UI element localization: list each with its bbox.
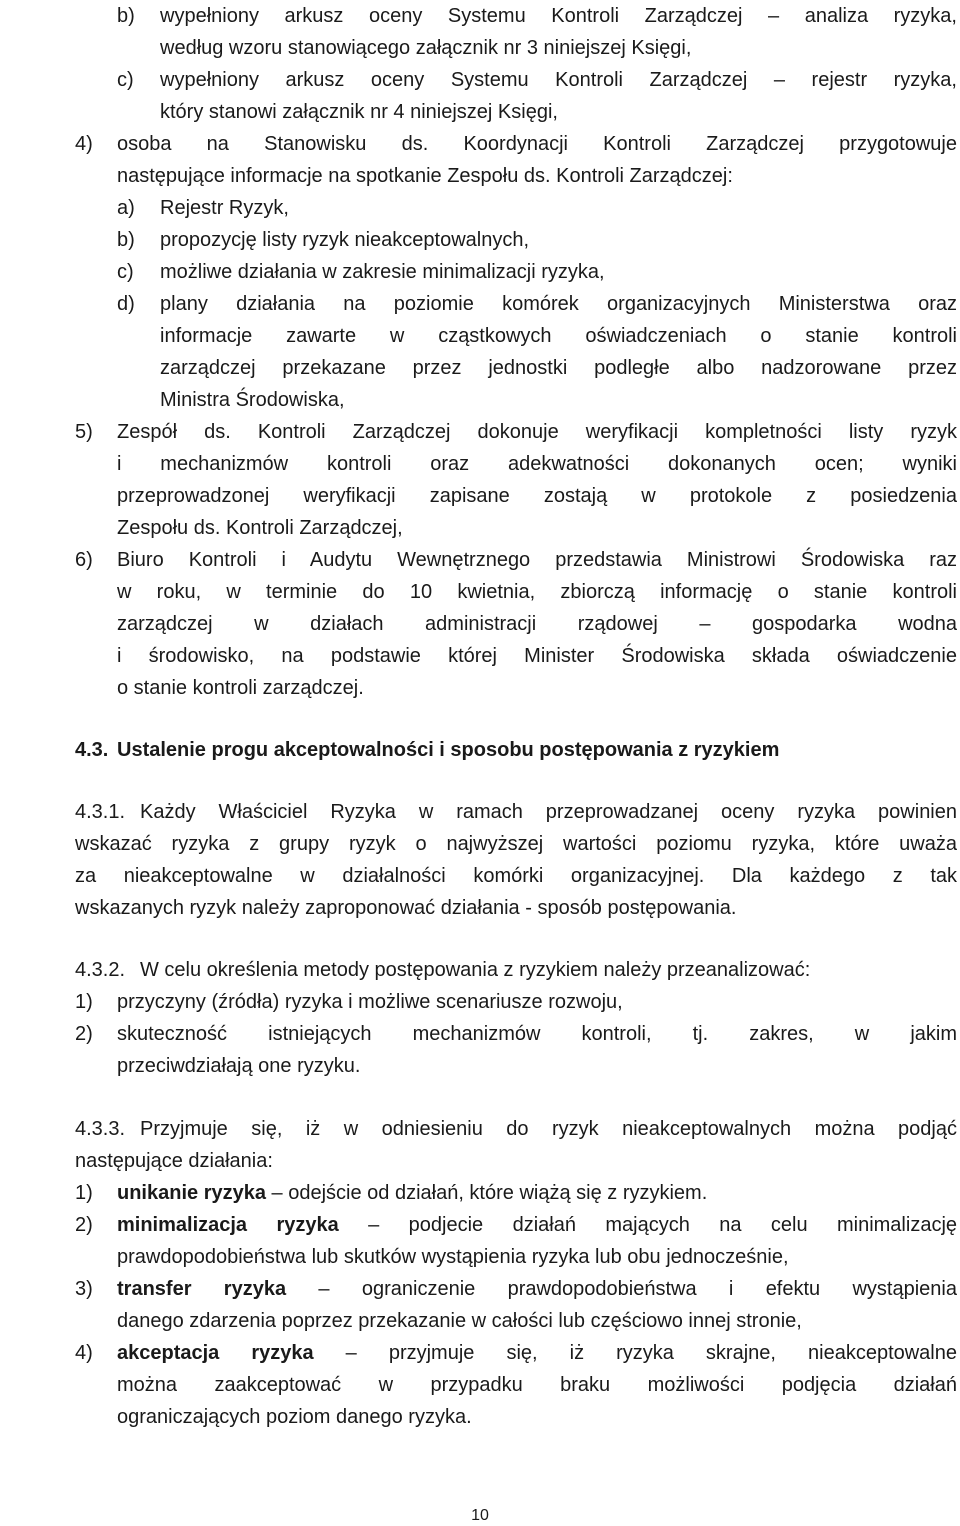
text-line: informacje zawarte w cząstkowych oświadczeniach o stanie kontroli <box>160 325 957 347</box>
text-line <box>117 1277 957 1301</box>
list-label-1: 1) <box>75 991 93 1013</box>
text-line: ograniczających poziom danego ryzyka. <box>117 1406 472 1428</box>
text-line: przyczyny (źródła) ryzyka i możliwe scenariusze rozwoju, <box>117 991 623 1013</box>
text-line: o stanie kontroli zarządczej. <box>117 677 364 699</box>
text-line: Biuro Kontroli i Audytu Wewnętrznego przedstawia Ministrowi Środowiska raz <box>117 549 957 571</box>
paragraph-number: 4.3.1. <box>75 801 126 823</box>
text-line: W celu określenia metody postępowania z ryzykiem należy przeanalizować: <box>140 959 811 981</box>
text-line <box>117 1341 957 1365</box>
text-line: Zespołu ds. Kontroli Zarządczej, <box>117 517 403 539</box>
text-line: zarządczej w działach administracji rządowej – gospodarka wodna <box>117 613 957 635</box>
bold-term: transfer ryzyka <box>117 1278 287 1300</box>
text-line: skuteczność istniejących mechanizmów kontroli, tj. zakres, w jakim <box>117 1023 957 1045</box>
text-line: w roku, w terminie do 10 kwietnia, zbiorczą informację o stanie kontroli <box>117 581 957 603</box>
text-line: przeprowadzonej weryfikacji zapisane zostają w protokole z posiedzenia <box>117 485 957 507</box>
text-line: danego zdarzenia poprzez przekazanie w całości lub częściowo innej stronie, <box>117 1310 802 1332</box>
text-line <box>117 1213 957 1237</box>
list-label-1: 1) <box>75 1182 93 1204</box>
text-span: – odejście od działań, które wiążą się z ryzykiem. <box>265 1182 708 1204</box>
text-line: który stanowi załącznik nr 4 niniejszej Księgi, <box>160 101 558 123</box>
bold-term: minimalizacja ryzyka <box>117 1214 339 1236</box>
list-label-b: b) <box>117 5 135 27</box>
list-label-5: 5) <box>75 421 93 443</box>
paragraph-number: 4.3.2. <box>75 959 126 981</box>
text-span: – ograniczenie prawdopodobieństwa i efektu wystąpienia <box>286 1278 957 1300</box>
text-line: zarządczej przekazane przez jednostki podległe albo nadzorowane przez <box>160 357 957 379</box>
page-number: 10 <box>471 1507 489 1524</box>
bold-term: unikanie ryzyka <box>117 1182 266 1204</box>
text-line: i mechanizmów kontroli oraz adekwatności dokonanych ocen; wyniki <box>117 453 957 475</box>
text-line: plany działania na poziomie komórek organizacyjnych Ministerstwa oraz <box>160 293 957 315</box>
paragraph-number: 4.3.3. <box>75 1118 126 1140</box>
text-line: propozycję listy ryzyk nieakceptowalnych, <box>160 229 530 251</box>
list-label-2: 2) <box>75 1214 93 1236</box>
list-label-6: 6) <box>75 549 93 571</box>
text-line: wskazanych ryzyk należy zaproponować działania - sposób postępowania. <box>75 897 737 919</box>
text-line: następujące informacje na spotkanie Zespołu ds. Kontroli Zarządczej: <box>117 165 733 187</box>
text-line: można zaakceptować w przypadku braku możliwości podjęcia działań <box>117 1374 957 1396</box>
text-line: możliwe działania w zakresie minimalizacji ryzyka, <box>160 261 605 283</box>
section-title: Ustalenie progu akceptowalności i sposobu postępowania z ryzykiem <box>117 739 780 761</box>
list-label-b: b) <box>117 229 135 251</box>
text-line: wskazać ryzyka z grupy ryzyk o najwyższej wartości poziomu ryzyka, które uważa <box>75 833 957 855</box>
text-line: osoba na Stanowisku ds. Koordynacji Kontroli Zarządczej przygotowuje <box>117 133 957 155</box>
list-label-2: 2) <box>75 1023 93 1045</box>
text-line: wypełniony arkusz oceny Systemu Kontroli Zarządczej – rejestr ryzyka, <box>160 69 957 91</box>
text-span: – przyjmuje się, iż ryzyka skrajne, nieakceptowalne <box>313 1342 957 1364</box>
list-label-d: d) <box>117 293 135 315</box>
list-label-c: c) <box>117 261 134 283</box>
text-span: – podjecie działań mających na celu minimalizację <box>338 1214 958 1236</box>
text-line: Ministra Środowiska, <box>160 389 345 411</box>
list-label-c: c) <box>117 69 134 91</box>
text-line: Przyjmuje się, iż w odniesieniu do ryzyk nieakceptowalnych można podjąć <box>140 1118 957 1140</box>
section-number: 4.3. <box>75 739 109 761</box>
text-line: przeciwdziałają one ryzyku. <box>117 1055 361 1077</box>
text-line: Rejestr Ryzyk, <box>160 197 289 219</box>
list-label-4: 4) <box>75 133 93 155</box>
text-line: prawdopodobieństwa lub skutków wystąpienia ryzyka lub obu jednocześnie, <box>117 1246 789 1268</box>
text-line: następujące działania: <box>75 1150 273 1172</box>
list-label-a: a) <box>117 197 135 219</box>
text-line: za nieakceptowalne w działalności komórki organizacyjnej. Dla każdego z tak <box>75 865 957 887</box>
bold-term: akceptacja ryzyka <box>117 1342 314 1364</box>
list-label-4: 4) <box>75 1342 93 1364</box>
text-line <box>117 1181 707 1205</box>
text-line: i środowisko, na podstawie której Minister Środowiska składa oświadczenie <box>117 645 957 667</box>
list-label-3: 3) <box>75 1278 93 1300</box>
text-line: Zespół ds. Kontroli Zarządczej dokonuje weryfikacji kompletności listy ryzyk <box>117 421 957 443</box>
text-line: Każdy Właściciel Ryzyka w ramach przeprowadzanej oceny ryzyka powinien <box>140 801 957 823</box>
text-line: według wzoru stanowiącego załącznik nr 3 niniejszej Księgi, <box>160 37 692 59</box>
text-line: wypełniony arkusz oceny Systemu Kontroli Zarządczej – analiza ryzyka, <box>160 5 957 27</box>
